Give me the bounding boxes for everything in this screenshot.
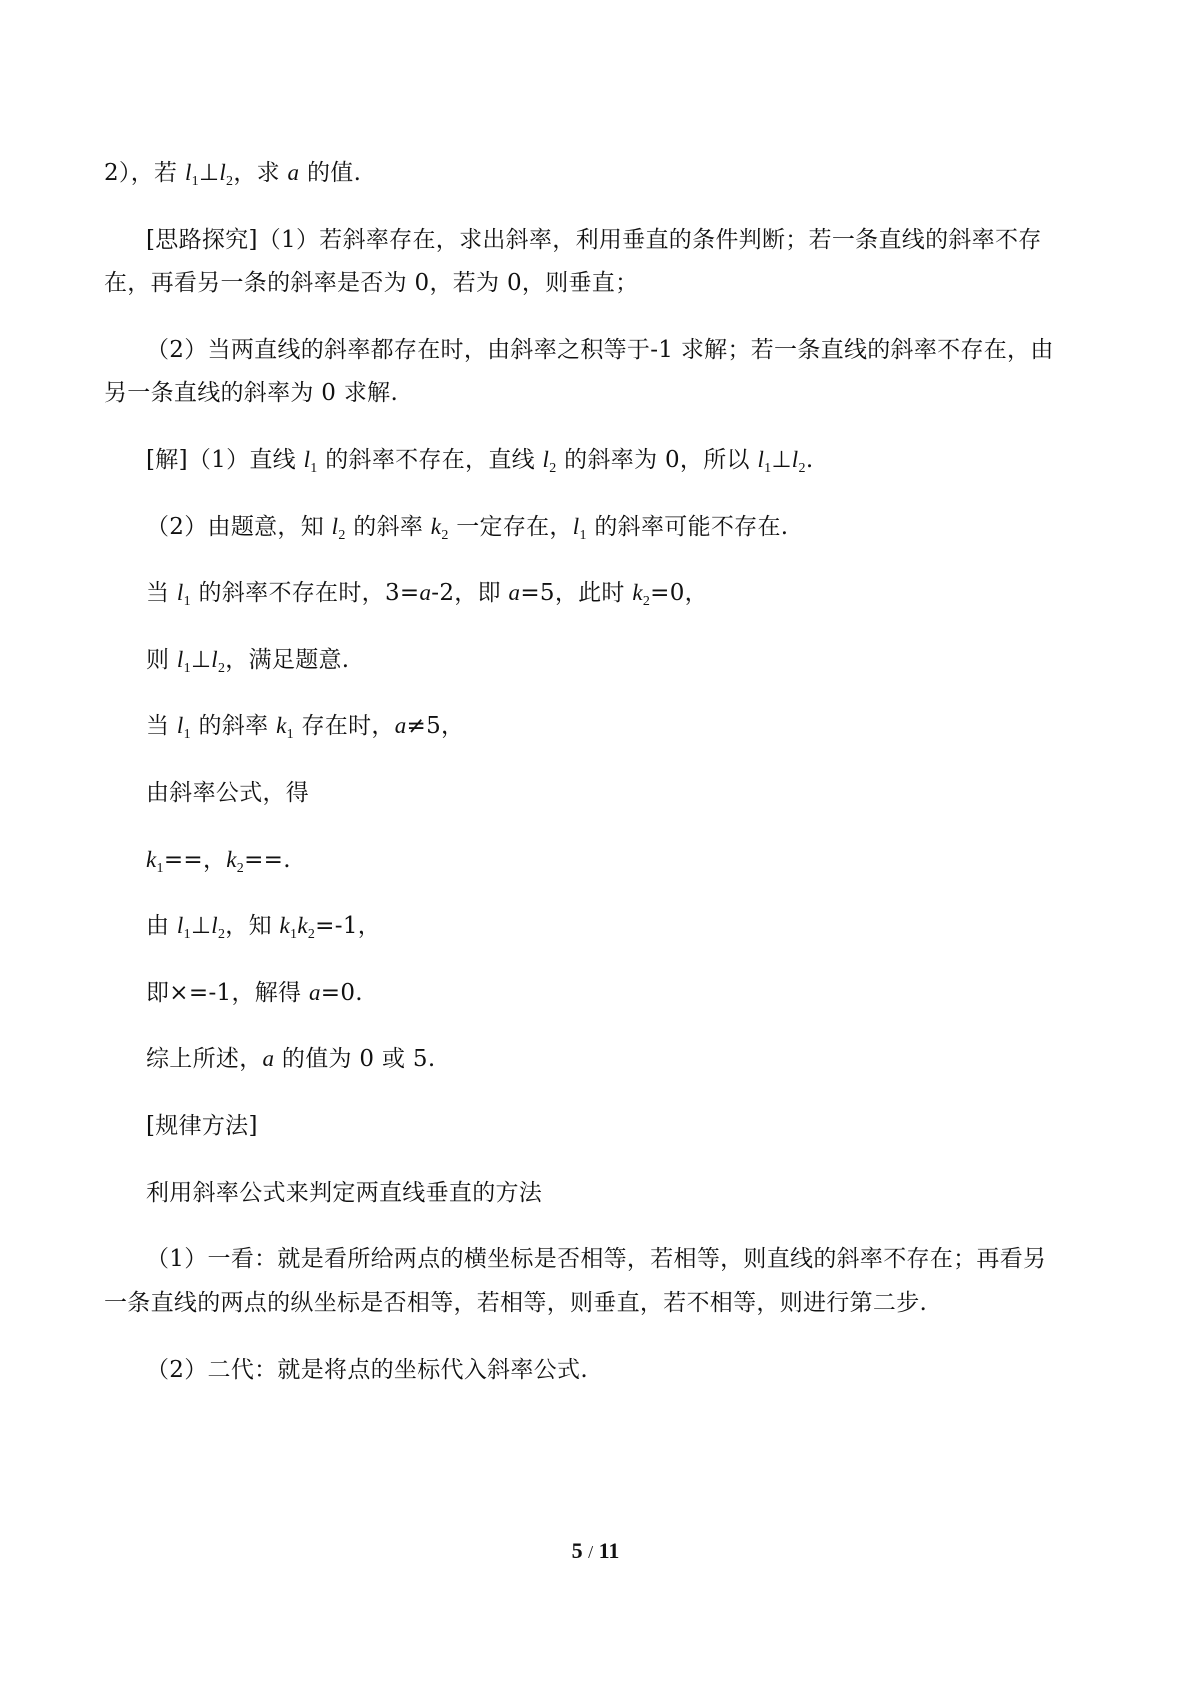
text-line: 一条直线的两点的纵坐标是否相等，若相等，则垂直，若不相等，则进行第二步.: [104, 1290, 928, 1316]
text-line: 由斜率公式，得: [146, 780, 310, 806]
text-line: 另一条直线的斜率为 0 求解.: [104, 380, 399, 406]
text-line: 当 $l_1$ 的斜率 $k_1$ 存在时，a≠5，: [146, 713, 465, 742]
text-line: $k_1==$，$k_2==$.: [146, 847, 291, 876]
text-line: 即×=-1，解得 a=0.: [146, 980, 363, 1006]
text-line: 则 $l_1\perp l_2$，满足题意.: [146, 647, 350, 676]
page-separator: /: [588, 1542, 594, 1562]
text-line: （2）由题意，知 $l_2$ 的斜率 $k_2$ 一定存在，$l_1$ 的斜率可能不存在.: [146, 514, 789, 543]
text-line: 由 $l_1\perp l_2$，知 $k_1k_2=-1$，: [146, 913, 382, 942]
text-line: 当 $l_1$ 的斜率不存在时，3=a-2，即 a=5，此时 $k_2=0$，: [146, 580, 708, 609]
text-line: [思路探究]（1）若斜率存在，求出斜率，利用垂直的条件判断；若一条直线的斜率不存: [146, 227, 1042, 253]
text-line: 在，再看另一条的斜率是否为 0，若为 0，则垂直；: [104, 270, 639, 296]
section-heading: [规律方法]: [146, 1113, 258, 1139]
text-line: （2）二代：就是将点的坐标代入斜率公式.: [146, 1357, 588, 1383]
text-line: （1）一看：就是看所给两点的横坐标是否相等，若相等，则直线的斜率不存在；再看另: [146, 1246, 1047, 1272]
text-line: [解]（1）直线 $l_1$ 的斜率不存在，直线 $l_2$ 的斜率为 0，所以 $l_1\perp l_2$.: [146, 447, 814, 476]
text-line: 利用斜率公式来判定两直线垂直的方法: [146, 1180, 543, 1206]
text-line: 2），若 $l_1\perp l_2$，求 a 的值.: [104, 160, 362, 189]
page-current: 5: [571, 1538, 583, 1563]
page-total: 11: [598, 1538, 620, 1563]
page-number: [0, 1538, 1191, 1564]
text-line: 综上所述，a 的值为 0 或 5.: [146, 1046, 436, 1072]
text-line: （2）当两直线的斜率都存在时，由斜率之积等于-1 求解；若一条直线的斜率不存在，由: [146, 337, 1054, 363]
